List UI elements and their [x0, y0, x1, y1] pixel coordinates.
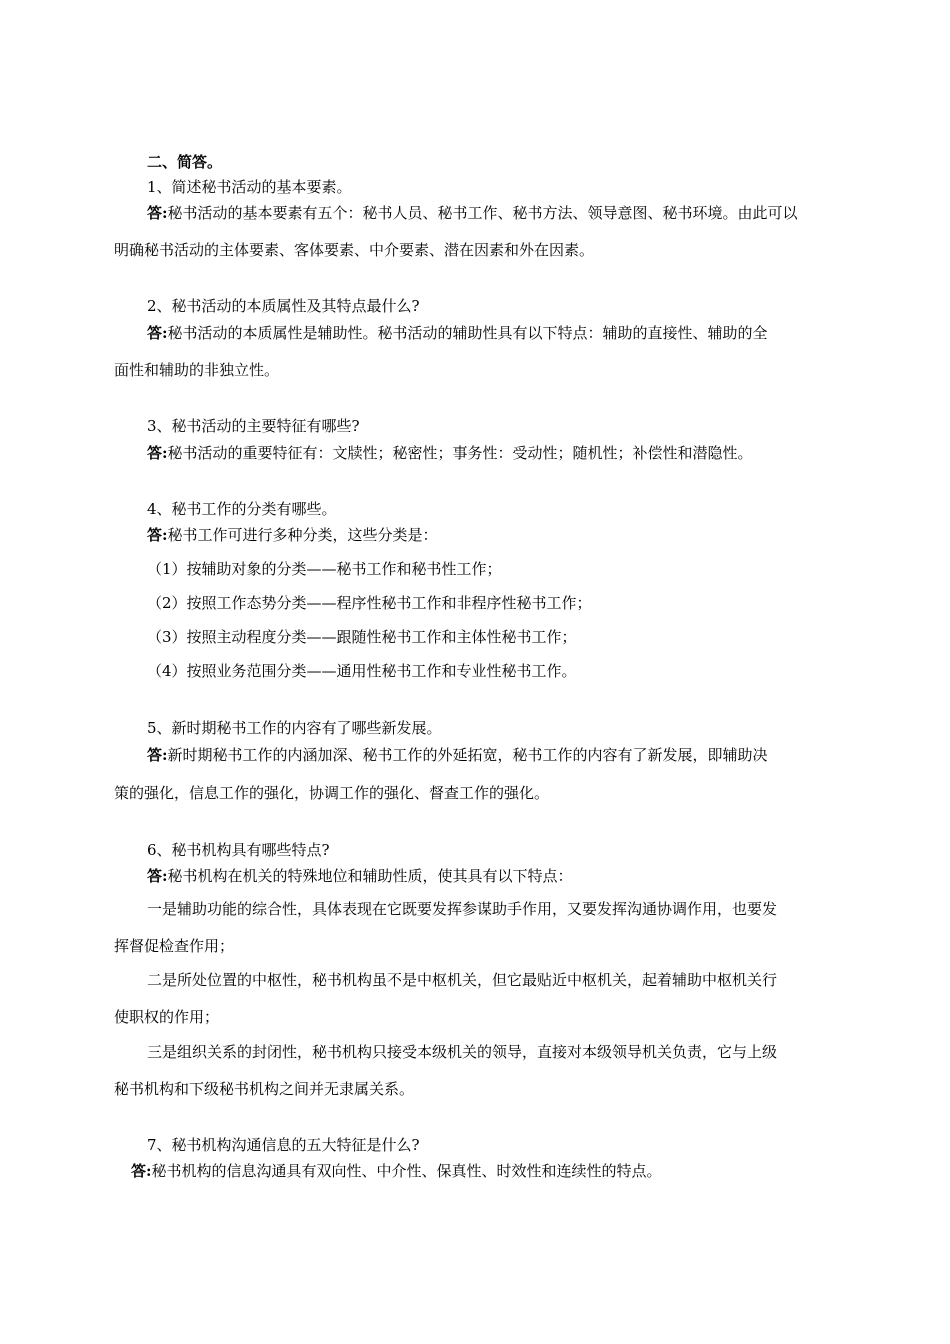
question-4: 4、秘书工作的分类有哪些。 — [147, 500, 337, 518]
answer-5-line-2: 策的强化，信息工作的强化，协调工作的强化、督查工作的强化。 — [114, 784, 550, 802]
answer-2-line-1: 答:秘书活动的本质属性是辅助性。秘书活动的辅助性具有以下特点：辅助的直接性、辅助的全 — [147, 324, 768, 342]
answer-5-line-1: 答:新时期秘书工作的内涵加深、秘书工作的外延拓宽，秘书工作的内容有了新发展，即辅助决 — [147, 746, 768, 764]
answer-6-para-1-line-2: 挥督促检查作用； — [114, 937, 235, 955]
answer-label: 答: — [147, 444, 168, 462]
answer-4-item-1: （1）按辅助对象的分类——秘书工作和秘书性工作； — [147, 560, 502, 578]
answer-4-item-4: （4）按照业务范围分类——通用性秘书工作和专业性秘书工作。 — [147, 662, 577, 680]
answer-label: 答: — [147, 526, 168, 544]
question-6: 6、秘书机构具有哪些特点? — [147, 841, 330, 859]
question-7: 7、秘书机构沟通信息的五大特征是什么? — [147, 1136, 420, 1154]
section-title: 二、简答。 — [147, 153, 223, 171]
answer-3-line-1: 答:秘书活动的重要特征有：文牍性；秘密性；事务性：受动性；随机性；补偿性和潜隐性。 — [147, 444, 753, 462]
answer-6-para-3-line-1: 三是组织关系的封闭性，秘书机构只接受本级机关的领导，直接对本级领导机关负责，它与上级 — [147, 1043, 778, 1061]
question-3: 3、秘书活动的主要特征有哪些? — [147, 417, 360, 435]
answer-6-para-1-line-1: 一是辅助功能的综合性，具体表现在它既要发挥参谋助手作用，又要发挥沟通协调作用，也要发 — [147, 900, 778, 918]
answer-label: 答: — [147, 324, 168, 342]
question-1: 1、简述秘书活动的基本要素。 — [147, 178, 352, 196]
question-5: 5、新时期秘书工作的内容有了哪些新发展。 — [147, 719, 442, 737]
answer-4-item-3: （3）按照主动程度分类——跟随性秘书工作和主体性秘书工作； — [147, 628, 577, 646]
answer-6-para-3-line-2: 秘书机构和下级秘书机构之间并无隶属关系。 — [114, 1080, 415, 1098]
answer-4-item-2: （2）按照工作态势分类——程序性秘书工作和非程序性秘书工作； — [147, 594, 592, 612]
answer-label: 答: — [131, 1162, 152, 1180]
answer-label: 答: — [147, 204, 168, 222]
answer-2-line-2: 面性和辅助的非独立性。 — [114, 361, 280, 379]
answer-4-line-1: 答:秘书工作可进行多种分类，这些分类是： — [147, 526, 438, 544]
answer-7-line-1: 答:秘书机构的信息沟通具有双向性、中介性、保真性、时效性和连续性的特点。 — [131, 1162, 662, 1180]
answer-1-line-2: 明确秘书活动的主体要素、客体要素、中介要素、潜在因素和外在因素。 — [114, 241, 595, 259]
answer-6-line-1: 答:秘书机构在机关的特殊地位和辅助性质，使其具有以下特点： — [147, 867, 573, 885]
answer-label: 答: — [147, 746, 168, 764]
question-2: 2、秘书活动的本质属性及其特点最什么? — [147, 297, 420, 315]
answer-1-line-1: 答:秘书活动的基本要素有五个：秘书人员、秘书工作、秘书方法、领导意图、秘书环境。由此可以 — [147, 204, 798, 222]
answer-label: 答: — [147, 867, 168, 885]
answer-6-para-2-line-1: 二是所处位置的中枢性，秘书机构虽不是中枢机关，但它最贴近中枢机关，起着辅助中枢机关行 — [147, 971, 778, 989]
answer-6-para-2-line-2: 使职权的作用； — [114, 1008, 220, 1026]
